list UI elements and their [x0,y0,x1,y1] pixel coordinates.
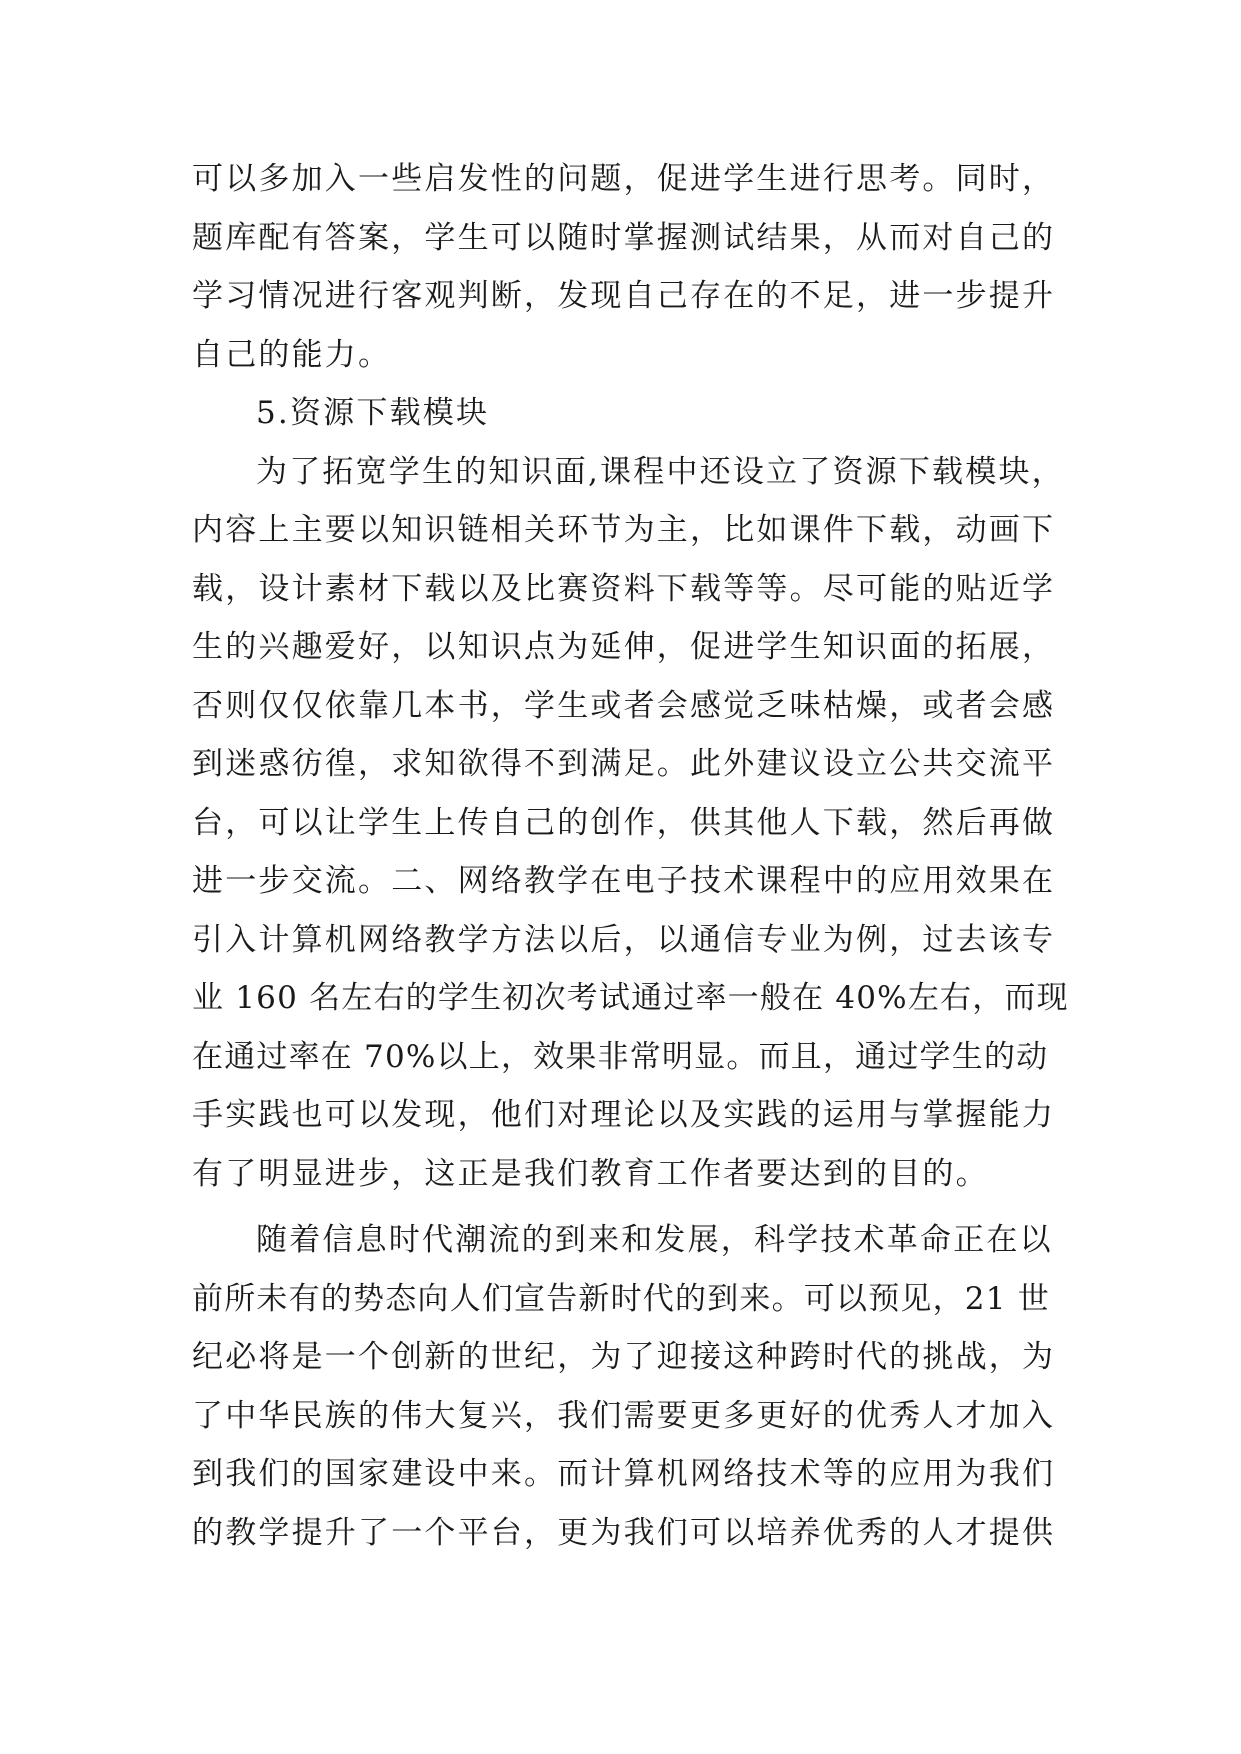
paragraph-spacer [192,1203,1062,1211]
text-line: 题库配有答案，学生可以随时掌握测试结果，从而对自己的 [192,219,1056,256]
paragraph-2 [192,443,1069,1204]
text-line: 有了明显进步，这正是我们教育工作者要达到的目的。 [192,1155,989,1192]
text-line: 纪必将是一个创新的世纪，为了迎接这种跨时代的挑战，为 [192,1339,1056,1375]
text-line: 学习情况进行客观判断，发现自己存在的不足，进一步提升 [192,278,1056,314]
text-line: 可以多加入一些启发性的问题，促进学生进行思考。同时， [192,161,1056,197]
text-line: 载，设计素材下载以及比赛资料下载等等。尽可能的贴近学 [192,570,1056,607]
paragraph-3 [192,1211,1062,1562]
text-line: 否则仅仅依靠几本书，学生或者会感觉乏味枯燥，或者会感 [192,687,1056,724]
section-heading: 5.资源下载模块 [256,395,490,431]
text-line: 到迷惑彷徨，求知欲得不到满足。此外建议设立公共交流平 [192,746,1056,782]
section-heading-resource-download [192,384,1062,443]
text-line: 台，可以让学生上传自己的创作，供其他人下载，然后再做 [192,804,1056,841]
text-line: 随着信息时代潮流的到来和发展，科学技术革命正在以 [256,1222,1053,1258]
text-line: 手实践也可以发现，他们对理论以及实践的运用与掌握能力 [192,1097,1056,1133]
text-line: 到我们的国家建设中来。而计算机网络技术等的应用为我们 [192,1456,1056,1492]
text-line: 了中华民族的伟大复兴，我们需要更多更好的优秀人才加入 [192,1397,1056,1434]
text-line: 引入计算机网络教学方法以后，以通信专业为例，过去该专 [192,921,1056,958]
text-line: 自己的能力。 [192,336,392,373]
text-line: 为了拓宽学生的知识面,课程中还设立了资源下载模块， [256,453,1065,490]
text-line: 生的兴趣爱好，以知识点为延伸，促进学生知识面的拓展， [192,629,1056,665]
text-line: 进一步交流。二、网络教学在电子技术课程中的应用效果在 [192,863,1056,899]
text-line: 的教学提升了一个平台，更为我们可以培养优秀的人才提供 [192,1514,1056,1551]
body-text [192,150,1069,1562]
text-line: 业 160 名左右的学生初次考试通过率一般在 40%左右，而现 [192,980,1069,1016]
text-line: 内容上主要以知识链相关环节为主，比如课件下载，动画下 [192,512,1056,548]
text-line: 在通过率在 70%以上，效果非常明显。而且，通过学生的动 [192,1038,1049,1075]
paragraph-1 [192,150,1062,384]
text-line: 前所未有的势态向人们宣告新时代的到来。可以预见，21 世 [192,1280,1050,1317]
